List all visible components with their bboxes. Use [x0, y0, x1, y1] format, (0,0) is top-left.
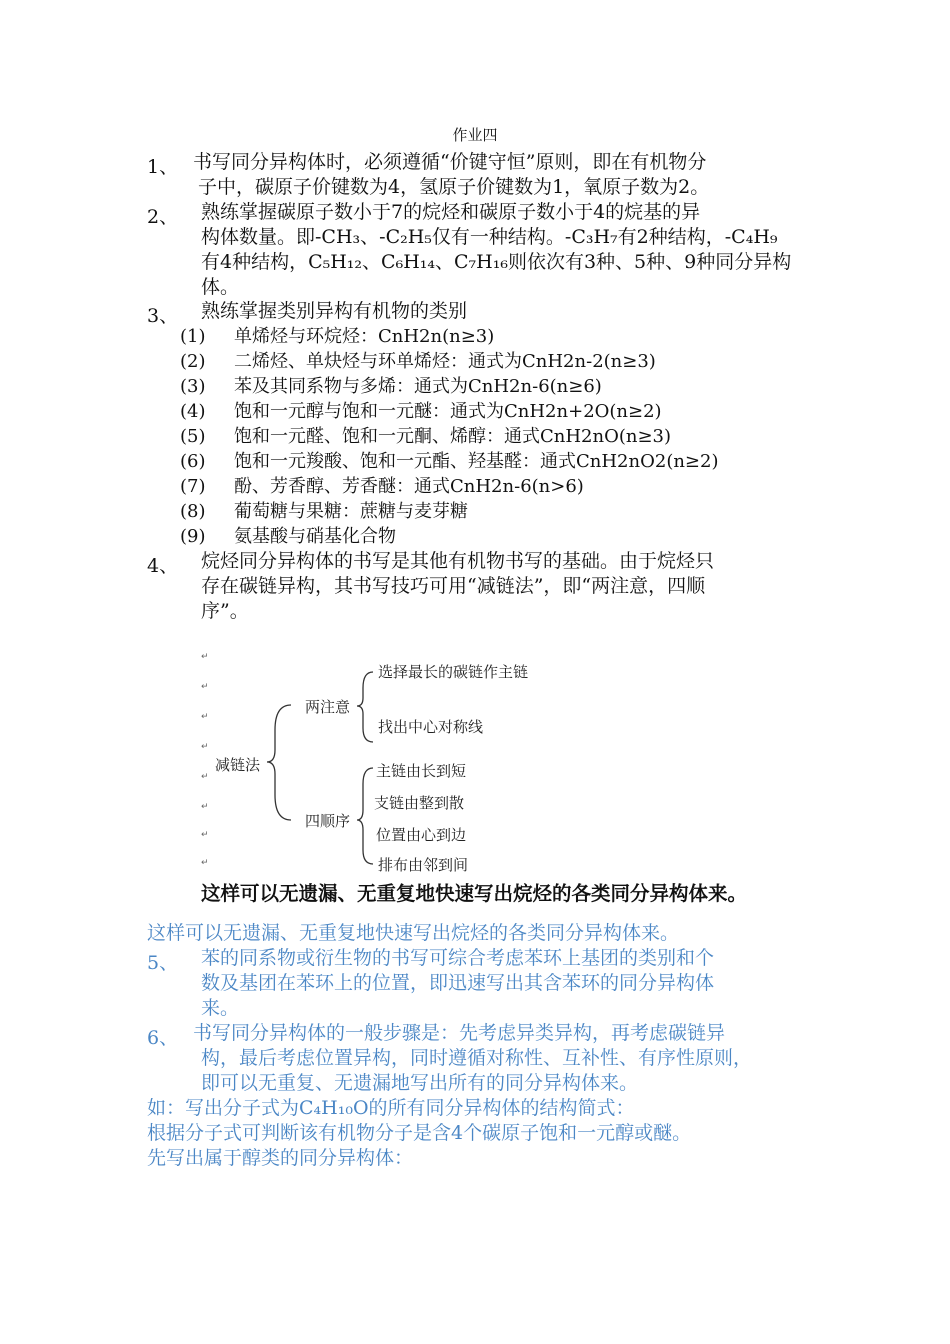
- sub-item-text: 氨基酸与硝基化合物: [234, 526, 396, 547]
- diagram-leaf: 排布由邻到间: [378, 856, 469, 874]
- item-1-number: 1、: [147, 156, 179, 178]
- sub-item-number: (6): [180, 451, 206, 472]
- sub-item-text: 饱和一元羧酸、饱和一元酯、羟基醛：通式CnH2nO2(n≥2): [234, 451, 719, 472]
- item-2-number: 2、: [147, 206, 179, 228]
- sub-item-number: (3): [180, 376, 206, 397]
- diagram-summary: 这样可以无遗漏、无重复地快速写出烷烃的各类同分异构体来。: [201, 882, 748, 905]
- sub-item-text: 葡萄糖与果糖：蔗糖与麦芽糖: [234, 501, 468, 522]
- item-6-text: 书写同分异构体的一般步骤是：先考虑异类异构，再考虑碳链异 构，最后考虑位置异构，同时遵循对称性、互补性、有序性原则， 即可以无重复、无遗漏地写出所有的同分异构体来。: [193, 1022, 753, 1094]
- diagram-leaf: 支链由整到散: [374, 794, 465, 812]
- item-4-number: 4、: [147, 555, 179, 577]
- item-2-text: 熟练掌握碳原子数小于7的烷烃和碳原子数小于4的烷基的异 构体数量。即-CH₃、-C₂H₅仅有一种结构。-C₃H₇有2种结构，-C₄H₉ 有4种结构，C₅H₁₂、C₆H₁₄、C₇H₁₆则依次有3种、5种、9种同分异构 体。: [201, 201, 792, 298]
- item-5-text: 苯的同系物或衍生物的书写可综合考虑苯环上基团的类别和个 数及基团在苯环上的位置，即迅速写出其含苯环的同分异构体 来。: [201, 947, 715, 1019]
- item-1-text: 书写同分异构体时，必须遵循“价键守恒”原则，即在有机物分 子中，碳原子价键数为4，氢原子价键数为1，氧原子数为2。: [193, 151, 710, 198]
- diagram-branch-1: 两注意: [305, 698, 351, 716]
- alcohol-line: 先写出属于醇类的同分异构体：: [147, 1147, 414, 1169]
- item-3-number: 3、: [147, 305, 179, 327]
- sub-item-text: 饱和一元醇与饱和一元醚：通式为CnH2n+2O(n≥2): [234, 401, 662, 422]
- diagram-leaf: 主链由长到短: [376, 762, 467, 780]
- summary-line: 这样可以无遗漏、无重复地快速写出烷烃的各类同分异构体来。: [147, 922, 680, 944]
- sub-item-number: (5): [180, 426, 206, 447]
- judgement-line: 根据分子式可判断该有机物分子是含4个碳原子饱和一元醇或醚。: [147, 1122, 692, 1144]
- sub-item-text: 二烯烃、单炔烃与环单烯烃：通式为CnH2n-2(n≥3): [234, 351, 656, 372]
- sub-item-number: (7): [180, 476, 206, 497]
- diagram-leaf: 找出中心对称线: [378, 718, 484, 736]
- diagram-root: 减链法: [215, 756, 261, 774]
- example-line: 如：写出分子式为C₄H₁₀O的所有同分异构体的结构简式：: [147, 1097, 635, 1119]
- sub-item-number: (8): [180, 501, 206, 522]
- diagram-brackets: [195, 650, 835, 910]
- diagram-leaf: 位置由心到边: [376, 826, 467, 844]
- item-3-text: 熟练掌握类别异构有机物的类别: [201, 300, 468, 322]
- sub-item-number: (4): [180, 401, 206, 422]
- sub-item-text: 饱和一元醛、饱和一元酮、烯醇：通式CnH2nO(n≥3): [234, 426, 672, 447]
- chain-reduction-diagram: ↵ ↵ ↵ ↵ ↵ ↵ ↵ ↵ 减链法 两注意 四顺序 选择最长的碳链作主链 找出中心对称线 主链由长到短 支链由整到散 位置由心到边 排布由邻到间 这样可以无遗漏、无重复地快速写出烷烃的各类同分异构体来。: [195, 650, 835, 910]
- sub-item-text: 苯及其同系物与多烯：通式为CnH2n-6(n≥6): [234, 376, 602, 397]
- page-title: 作业四: [452, 126, 498, 144]
- item-6-number: 6、: [147, 1027, 179, 1049]
- sub-item-number: (9): [180, 526, 206, 547]
- sub-item-text: 酚、芳香醇、芳香醚：通式CnH2n-6(n>6): [234, 476, 584, 497]
- diagram-branch-2: 四顺序: [305, 812, 351, 830]
- item-5-number: 5、: [147, 952, 179, 974]
- sub-item-number: (1): [180, 326, 206, 347]
- item-4-text: 烷烃同分异构体的书写是其他有机物书写的基础。由于烷烃只 存在碳链异构，其书写技巧可用“减链法”，即“两注意，四顺 序”。: [201, 550, 715, 622]
- sub-item-number: (2): [180, 351, 206, 372]
- sub-item-text: 单烯烃与环烷烃：CnH2n(n≥3): [234, 326, 495, 347]
- diagram-leaf: 选择最长的碳链作主链: [378, 663, 529, 681]
